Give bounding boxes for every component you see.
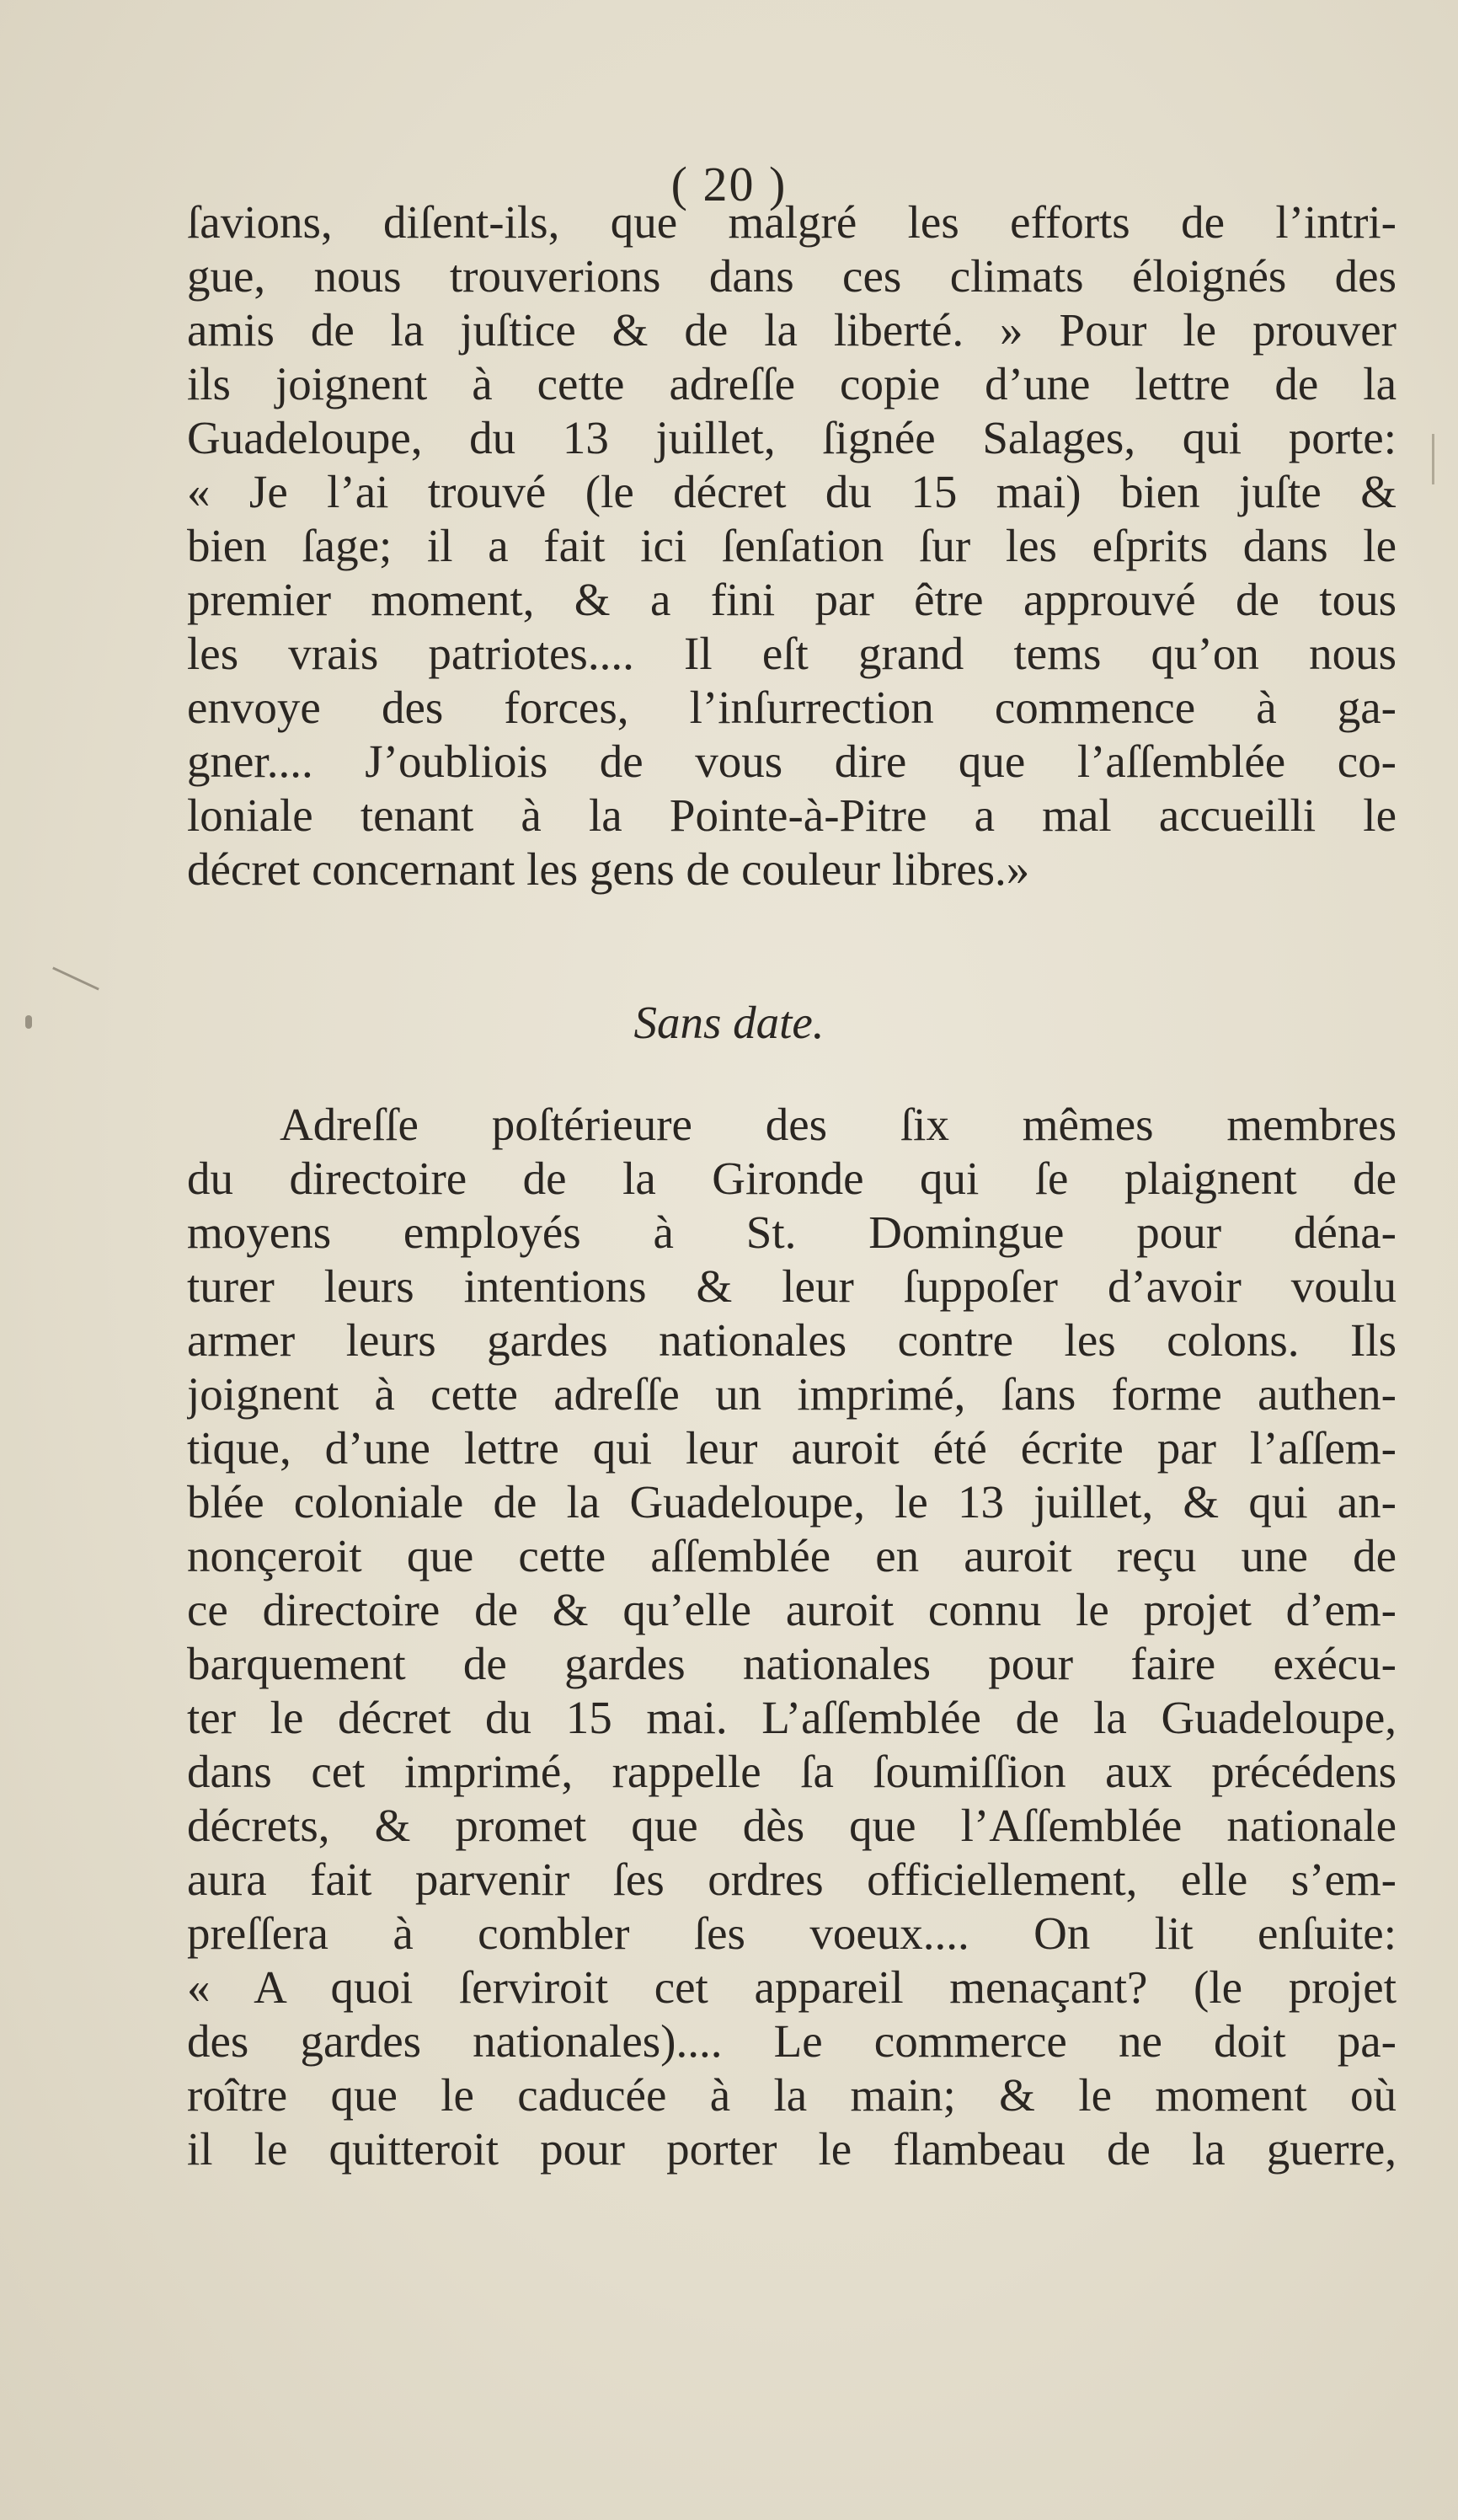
text-line: ils joignent à cette adreſſe copie d’une lettre de la <box>187 358 1397 409</box>
text-line: aura fait parvenir ſes ordres officiellement, elle s’em- <box>187 1854 1397 1905</box>
paper-stain <box>1432 434 1434 484</box>
text-line: nonçeroit que cette aſſemblée en auroit reçu une de <box>187 1530 1397 1581</box>
text-line: turer leurs intentions & leur ſuppoſer d’avoir voulu <box>187 1260 1397 1312</box>
page-number: ( 20 ) <box>670 157 788 211</box>
text-line: ſavions, diſent-ils, que malgré les efforts de l’intri- <box>187 196 1397 248</box>
text-line: ce directoire de & qu’elle auroit connu le projet d’em- <box>187 1584 1397 1635</box>
text-line: preſſera à combler ſes voeux.... On lit enſuite: <box>187 1907 1397 1959</box>
text-line: moyens employés à St. Domingue pour déna- <box>187 1206 1397 1258</box>
paper-stain <box>52 966 99 990</box>
text-line: armer leurs gardes nationales contre les colons. Ils <box>187 1314 1397 1366</box>
text-line: amis de la juſtice & de la liberté. » Pour le prouver <box>187 304 1397 356</box>
text-line: des gardes nationales).... Le commerce ne doit pa- <box>187 2015 1397 2067</box>
text-line: blée coloniale de la Guadeloupe, le 13 juillet, & qui an- <box>187 1476 1397 1528</box>
text-line: Adreſſe poſtérieure des ſix mêmes membres <box>280 1099 1397 1150</box>
text-line: décrets, & promet que dès que l’Aſſemblée nationale <box>187 1800 1397 1851</box>
text-line: tique, d’une lettre qui leur auroit été écrite par l’aſſem- <box>187 1422 1397 1474</box>
text-line: gner.... J’oubliois de vous dire que l’aſſemblée co- <box>187 736 1397 787</box>
text-line: roître que le caducée à la main; & le moment où <box>187 2069 1397 2121</box>
text-line: barquement de gardes nationales pour faire exécu- <box>187 1638 1397 1689</box>
text-line: du directoire de la Gironde qui ſe plaignent de <box>187 1153 1397 1204</box>
text-line: il le quitteroit pour porter le flambeau de la guerre, <box>187 2123 1397 2175</box>
text-line: loniale tenant à la Pointe-à-Pitre a mal accueilli le <box>187 789 1397 841</box>
paragraph-1 <box>187 195 1397 896</box>
text-line: dans cet imprimé, rappelle ſa ſoumiſſion aux précédens <box>187 1746 1397 1797</box>
text-line: envoye des forces, l’inſurrection commence à ga- <box>187 682 1397 733</box>
text-line: bien ſage; il a fait ici ſenſation ſur les eſprits dans le <box>187 520 1397 571</box>
section-heading: Sans date. <box>633 997 825 1048</box>
text-line: joignent à cette adreſſe un imprimé, ſans forme authen- <box>187 1368 1397 1420</box>
text-line: Guadeloupe, du 13 juillet, ſignée Salages, qui porte: <box>187 412 1397 463</box>
text-line: les vrais patriotes.... Il eſt grand tems qu’on nous <box>187 628 1397 679</box>
text-line: ter le décret du 15 mai. L’aſſemblée de la Guadeloupe, <box>187 1692 1397 1743</box>
text-line: « Je l’ai trouvé (le décret du 15 mai) bien juſte & <box>187 466 1397 517</box>
paragraph-2 <box>187 1098 1397 2176</box>
text-line: décret concernant les gens de couleur libres.» <box>187 843 1030 895</box>
text-line: premier moment, & a fini par être approuvé de tous <box>187 574 1397 625</box>
text-line: gue, nous trouverions dans ces climats éloignés des <box>187 250 1397 302</box>
text-line: « A quoi ſerviroit cet appareil menaçant? (le projet <box>187 1961 1397 2013</box>
